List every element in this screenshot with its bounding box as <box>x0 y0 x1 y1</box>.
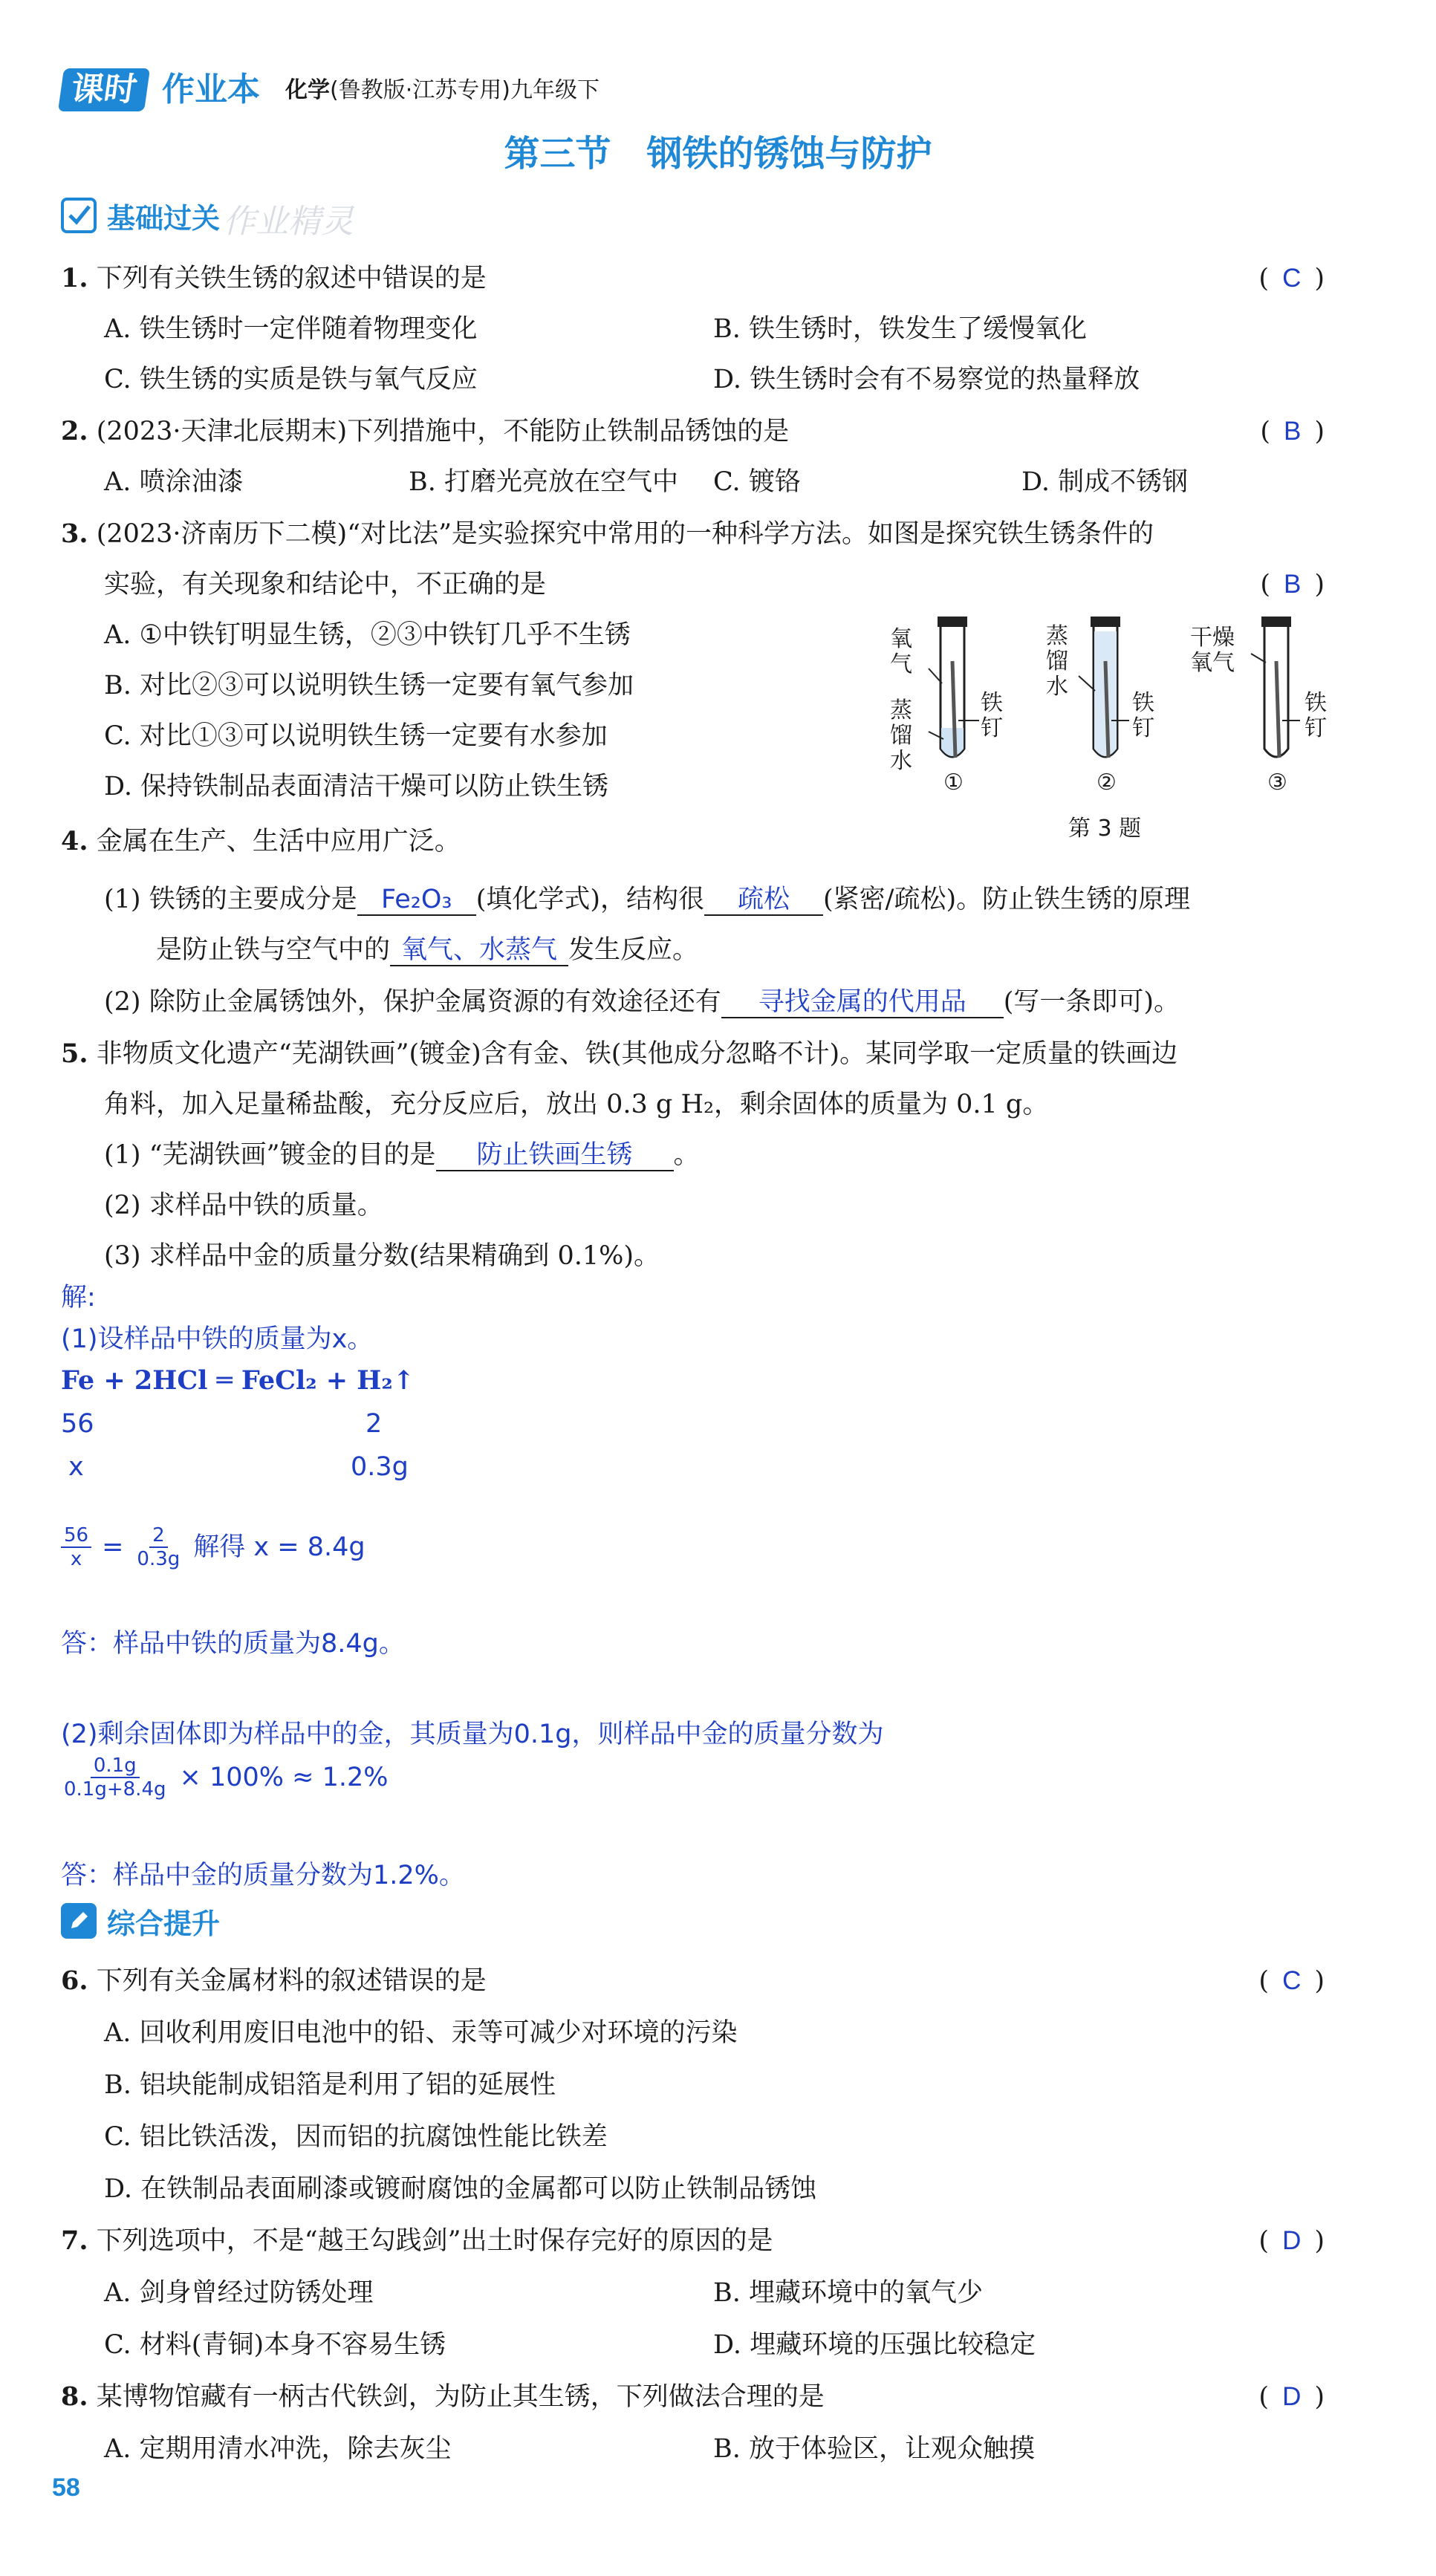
question-6-stem <box>61 1962 487 2000</box>
question-number: 8. <box>61 2381 88 2412</box>
q4-part1-line1 <box>104 881 1190 918</box>
label-oxygen: 氧气 <box>890 626 912 677</box>
question-number: 7. <box>61 2225 88 2256</box>
label-nail: 铁钉 <box>1305 690 1327 741</box>
option: B. 对比②③可以说明铁生锈一定要有氧气参加 <box>104 671 634 700</box>
stem-text: 某博物馆藏有一柄古代铁剑，为防止其生锈，下列做法合理的是 <box>96 2382 825 2412</box>
stem-text: 下列有关金属材料的叙述错误的是 <box>96 1966 487 1996</box>
water-1 <box>941 728 964 756</box>
option: D. 制成不锈钢 <box>1021 467 1189 497</box>
option: D. 铁生锈时会有不易察觉的热量释放 <box>713 365 1140 394</box>
fraction <box>61 1524 91 1570</box>
book-info <box>285 74 600 107</box>
numerator: 0.1g <box>91 1754 140 1778</box>
question-8-stem <box>61 2378 825 2416</box>
answer-1: 答：样品中铁的质量为8.4g。 <box>61 1629 405 1659</box>
answer-value: B <box>1283 417 1302 446</box>
stopper-3 <box>1261 617 1291 627</box>
question-2-stem <box>61 413 789 450</box>
solution-line: (2)剩余固体即为样品中的金，其质量为0.1g，则样品中金的质量分数为 <box>61 1720 884 1749</box>
label-distilled-water: 蒸馏水 <box>1046 623 1068 700</box>
molar-mass-h2: 2 <box>366 1409 383 1439</box>
stem-text: (2023·济南历下二模)“对比法”是实验探究中常用的一种科学方法。如图是探究铁生锈条件的 <box>96 519 1154 549</box>
denominator: x <box>70 1548 82 1570</box>
stem-text: 实验，有关现象和结论中，不正确的是 <box>104 570 547 599</box>
nail-3 <box>1276 661 1279 758</box>
answer-2: 答：样品中金的质量分数为1.2%。 <box>61 1861 465 1890</box>
question-4-stem <box>61 823 461 860</box>
answer-blank: 氧气、水蒸气 <box>390 935 568 966</box>
text: (填化学式)，结构很 <box>475 885 705 914</box>
option: B. 埋藏环境中的氧气少 <box>713 2278 983 2308</box>
question-number: 5. <box>61 1038 88 1069</box>
fraction <box>61 1754 169 1801</box>
option: C. 铝比铁活泼，因而铝的抗腐蚀性能比铁差 <box>104 2122 608 2152</box>
option: D. 埋藏环境的压强比较稳定 <box>713 2330 1036 2360</box>
option: C. 铁生锈的实质是铁与氧气反应 <box>104 365 478 394</box>
text: (紧密/疏松)。防止铁生锈的原理 <box>823 885 1191 914</box>
option: A. 剑身曾经过防锈处理 <box>104 2278 374 2308</box>
denominator: 0.1g+8.4g <box>64 1778 166 1801</box>
stem-text: 角料，加入足量稀盐酸，充分反应后，放出 0.3 g H₂，剩余固体的质量为 0.1 g。 <box>104 1090 1049 1119</box>
stem-text: 非物质文化遗产“芜湖铁画”(镀金)含有金、铁(其他成分忽略不计)。某同学取一定质量的铁画边 <box>96 1039 1178 1069</box>
answer-bracket: ( C ) <box>1258 264 1325 293</box>
series-logo: 课时 <box>58 68 150 111</box>
option: D. 在铁制品表面刷漆或镀耐腐蚀的金属都可以防止铁制品锈蚀 <box>104 2174 817 2204</box>
label-nail: 铁钉 <box>981 690 1003 741</box>
series-name: 作业本 <box>162 71 260 108</box>
numerator: 2 <box>149 1524 168 1548</box>
unknown-x: x <box>68 1452 84 1482</box>
text: (2) 除防止金属锈蚀外，保护金属资源的有效途径还有 <box>104 987 721 1017</box>
question-number: 6. <box>61 1965 88 1996</box>
option: B. 打磨光亮放在空气中 <box>409 467 678 497</box>
answer-value: C <box>1282 264 1302 293</box>
text: (1) 铁锈的主要成分是 <box>104 885 357 914</box>
option: B. 铁生锈时，铁发生了缓慢氧化 <box>713 314 1087 344</box>
subject: 化学 <box>285 77 330 103</box>
answer-value: D <box>1282 2226 1302 2255</box>
stem-text: (2023·天津北辰期末)下列措施中，不能防止铁制品锈蚀的是 <box>96 417 790 446</box>
answer-bracket: ( D ) <box>1258 2226 1325 2256</box>
text: 发生反应。 <box>568 935 699 965</box>
figure-caption: 第 3 题 <box>1068 816 1142 842</box>
answer-bracket: ( B ) <box>1260 570 1325 599</box>
molar-mass-fe: 56 <box>61 1409 94 1439</box>
answer-bracket: ( D ) <box>1258 2382 1325 2412</box>
answer-bracket: ( C ) <box>1258 1966 1325 1996</box>
section-title: 综合提升 <box>107 1907 221 1940</box>
section-title: 基础过关 <box>107 201 221 235</box>
answer-value: C <box>1282 1966 1302 1995</box>
gold-fraction <box>61 1754 389 1801</box>
question-7-stem <box>61 2222 773 2260</box>
text: (写一条即可)。 <box>1003 987 1180 1017</box>
watermark: 作业精灵 <box>223 203 354 241</box>
option: A. ①中铁钉明显生锈，②③中铁钉几乎不生锈 <box>104 620 631 650</box>
answer-value: B <box>1283 570 1302 599</box>
chemical-equation: Fe + 2HCl ═ FeCl₂ + H₂↑ <box>61 1365 415 1396</box>
stem-text: 下列有关铁生锈的叙述中错误的是 <box>96 264 487 293</box>
q5-part3: (3) 求样品中金的质量分数(结果精确到 0.1%)。 <box>104 1241 660 1271</box>
option: A. 铁生锈时一定伴随着物理变化 <box>104 314 478 344</box>
option: C. 对比①③可以说明铁生锈一定要有水参加 <box>104 721 608 751</box>
option: A. 定期用清水冲洗，除去灰尘 <box>104 2434 452 2464</box>
edit-icon <box>61 1903 97 1939</box>
question-number: 2. <box>61 416 88 446</box>
solution-line: (1)设样品中铁的质量为x。 <box>61 1324 374 1354</box>
proportion: $\frac{56}{x}$ = $\frac{2}{0.3g}$ 解得 x = 8.4g <box>61 1524 366 1570</box>
edition: (鲁教版·江苏专用)九年级下 <box>330 77 600 103</box>
answer-bracket: ( B ) <box>1260 417 1325 446</box>
stem-text: 下列选项中，不是“越王勾践剑”出土时保存完好的原因的是 <box>96 2226 773 2256</box>
text: 是防止铁与空气中的 <box>156 935 391 965</box>
answer-blank: 疏松 <box>704 885 823 916</box>
question-number: 3. <box>61 518 88 549</box>
question-number: 1. <box>61 263 88 293</box>
answer-value: D <box>1282 2382 1302 2411</box>
label-nail: 铁钉 <box>1132 690 1154 741</box>
option: D. 保持铁制品表面清洁干燥可以防止铁生锈 <box>104 772 609 801</box>
stopper-1 <box>938 617 967 627</box>
answer-blank: Fe₂O₃ <box>357 885 476 916</box>
option: B. 铝块能制成铝箔是利用了铝的延展性 <box>104 2070 556 2100</box>
solution-head: 解: <box>61 1283 96 1313</box>
page-title: 第三节 钢铁的锈蚀与防护 <box>504 133 932 175</box>
tube-number-1: ① <box>943 770 964 796</box>
q4-part2 <box>104 983 1180 1021</box>
stopper-2 <box>1091 617 1120 627</box>
question-number: 4. <box>61 826 88 856</box>
option: A. 喷涂油漆 <box>104 467 244 497</box>
option: B. 放于体验区，让观众触摸 <box>713 2434 1035 2464</box>
option: C. 镀铬 <box>713 467 801 497</box>
page-number: 58 <box>52 2473 80 2502</box>
result: × 100% ≈ 1.2% <box>179 1763 389 1792</box>
option: A. 回收利用废旧电池中的铅、汞等可减少对环境的污染 <box>104 2018 738 2048</box>
q5-part2: (2) 求样品中铁的质量。 <box>104 1191 383 1220</box>
q4-part1-line2 <box>156 931 698 969</box>
tube-number-2: ② <box>1097 770 1117 796</box>
q5-part1 <box>104 1136 700 1174</box>
section-header-advanced <box>61 1900 220 1942</box>
question-1-stem <box>61 260 487 297</box>
result: 解得 x = 8.4g <box>193 1532 366 1562</box>
section-header-basic <box>61 195 220 236</box>
text: (1) “芜湖铁画”镀金的目的是 <box>104 1140 436 1170</box>
tube-number-3: ③ <box>1267 770 1287 796</box>
stem-text: 金属在生产、生活中应用广泛。 <box>96 827 461 856</box>
text: 。 <box>673 1140 700 1170</box>
test-tube-figure <box>884 609 1345 847</box>
question-3-stem <box>61 515 1154 553</box>
option: C. 材料(青铜)本身不容易生锈 <box>104 2330 446 2360</box>
label-dry-oxygen: 干燥氧气 <box>1190 625 1235 676</box>
numerator: 56 <box>61 1524 91 1548</box>
question-5-stem <box>61 1035 1177 1073</box>
checkbox-icon <box>61 198 97 233</box>
label-distilled-water: 蒸馏水 <box>890 697 912 774</box>
denominator: 0.3g <box>137 1548 181 1570</box>
mass-h2: 0.3g <box>351 1452 409 1482</box>
answer-blank: 防止铁画生锈 <box>436 1140 674 1171</box>
fraction <box>134 1524 183 1570</box>
answer-blank: 寻找金属的代用品 <box>721 987 1004 1018</box>
